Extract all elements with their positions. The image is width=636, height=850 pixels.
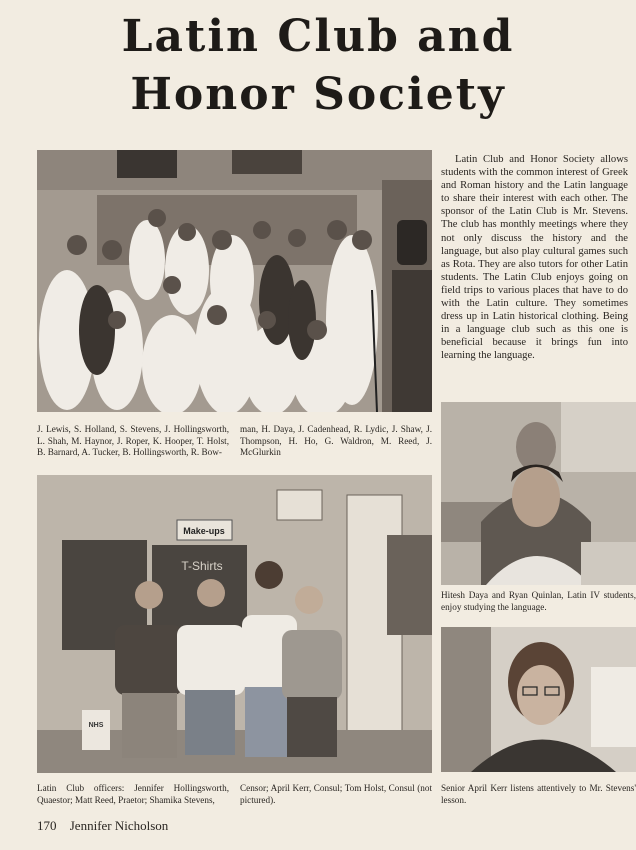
officers-photo-image [37, 475, 432, 773]
page-title [0, 8, 636, 124]
officers-photo [37, 475, 432, 773]
officers-photo-caption-right: Censor; April Kerr, Consul; Tom Holst, Consul (not pictured). [240, 783, 432, 805]
makeups-sign: Make-ups [183, 526, 225, 536]
april-photo [441, 627, 636, 772]
group-photo-image [37, 150, 432, 412]
tshirts-board-text: T-Shirts [181, 559, 223, 573]
title-line-2: Honor Society [130, 69, 506, 120]
april-photo-image [441, 627, 636, 772]
officers-photo-caption-left: Latin Club officers: Jennifer Hollingsworth, Quaestor; Matt Reed, Praetor; Shamika Stevens, [37, 783, 229, 805]
article-body: Latin Club and Honor Society allows students with the common interest of Greek and Roman history and the Latin language to share their interest with each other. The sponsor of the Latin Club is Mr. Stevens. The club has monthly meetings where they not only discuss the history and the language, but also play cultural games such as Rota. They are also tutors for other Latin students. The Latin Club enjoys going on field trips to various places that have to do with the Latin culture. They sometimes dress up in Latin historical clothing. Being in a language club such as this one is beneficial because it brings fun into learning the language. [441, 154, 628, 362]
students-photo-caption: Hitesh Daya and Ryan Quinlan, Latin IV students, enjoy studying the language. [441, 590, 636, 612]
group-photo-caption-right: man, H. Daya, J. Cadenhead, R. Lydic, J. Shaw, J. Thompson, H. Ho, G. Waldron, M. Reed, J. McGlurkin [240, 424, 432, 458]
folio [37, 818, 168, 834]
nhs-box-label: NHS [88, 722, 104, 729]
group-photo-caption-left: J. Lewis, S. Holland, S. Stevens, J. Hollingsworth, L. Shah, M. Haynor, J. Roper, K. Hooper, T. Holst, B. Barnard, A. Tucker, B. Hollingsworth, R. Bow- [37, 424, 229, 458]
page-number: 170 [37, 818, 57, 833]
page-author: Jennifer Nicholson [69, 818, 169, 833]
students-photo-image [441, 402, 636, 585]
students-photo [441, 402, 636, 585]
april-photo-caption: Senior April Kerr listens attentively to Mr. Stevens' lesson. [441, 783, 636, 805]
title-line-1: Latin Club and [121, 11, 515, 62]
group-photo [37, 150, 432, 412]
